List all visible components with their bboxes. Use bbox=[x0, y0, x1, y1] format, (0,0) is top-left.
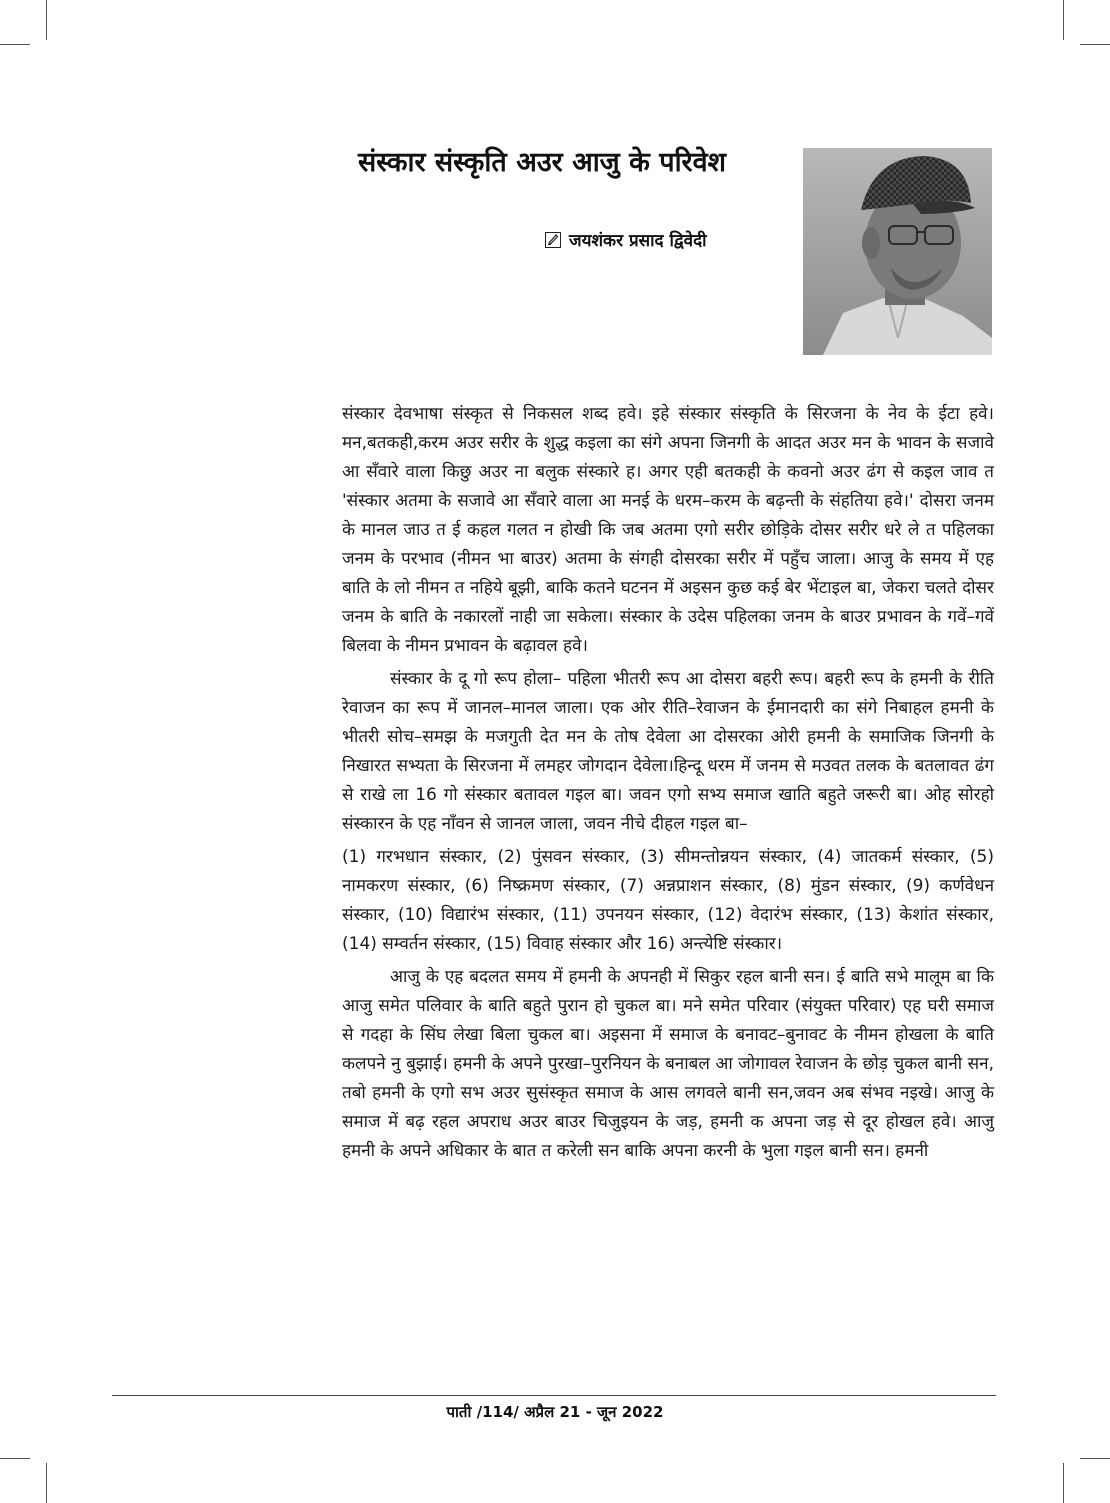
crop-mark bbox=[1063, 0, 1064, 40]
author-photo bbox=[803, 148, 992, 355]
footer-divider bbox=[112, 1395, 996, 1396]
paragraph: संस्कार के दू गो रूप होला– पहिला भीतरी रूप आ दोसरा बहरी रूप। बहरी रूप के हमनी के रीति रेवाजन का रूप में जानल–मानल जाला। एक ओर रीति–रेवाजन के ईमानदारी का संगे निबाहल हमनी के भीतरी सोच–समझ के मजगुती देत मन के तोष देवेला आ दोसरका ओरी हमनी के समाजिक जिनगी के निखारत सभ्यता के सिरजना में लमहर जोगदान देवेला।हिन्दू धरम में जनम से मउवत तलक के बतलावत ढंग से राखे ला 16 गो संस्कार बतावल गइल बा। जवन एगो सभ्य समाज खाति बहुते जरूरी बा। ओह सोरहो संस्कारन के एह नाँवन से जानल जाला, जवन नीचे दीहल गइल बा– bbox=[342, 669, 994, 834]
crop-mark bbox=[1080, 44, 1110, 45]
crop-mark bbox=[0, 44, 30, 45]
page-footer: पाती /114/ अप्रैल 21 - जून 2022 bbox=[446, 1403, 664, 1421]
crop-mark bbox=[1063, 1463, 1064, 1503]
pen-icon bbox=[545, 232, 561, 248]
crop-mark bbox=[46, 1463, 47, 1503]
paragraph: संस्कार देवभाषा संस्कृत से निकसल शब्द हवे। इहे संस्कार संस्कृति के सिरजना के नेव के ईटा हवे। मन,बतकही,करम अउर सरीर के शुद्ध कइला का संगे अपना जिनगी के आदत अउर मन के भावन के सजावे आ सँवारे वाला किछु अउर ना बलुक संस्कारे ह। अगर एही बतकही के कवनो अउर ढंग से कइल जाव त 'संस्कार अतमा के सजावे आ सँवारे वाला आ मनई के धरम–करम के बढ़न्ती के संहतिया हवे।' दोसरा जनम के मानल जाउ त ई कहल गलत न होखी कि जब अतमा एगो सरीर छोड़िके दोसर सरीर धरे ले त पहिलका जनम के परभाव (नीमन भा बाउर) अतमा के संगही दोसरका सरीर में पहुँच जाला। आजु के समय में एह बाति के लो नीमन त नहिये बूझी, बाकि कतने घटनन में अइसन कुछ कई बेर भेंटाइल बा, जेकरा चलते दोसर जनम के बाति के नकारलों नाही जा सकेला। संस्कार के उदेस पहिलका जनम के बाउर प्रभावन के गवें–गवें बिलवा के नीमन प्रभावन के बढ़ावल हवे। bbox=[342, 404, 994, 656]
crop-mark bbox=[46, 0, 47, 40]
author-byline bbox=[545, 228, 785, 251]
article-body bbox=[342, 400, 994, 1170]
paragraph: आजु के एह बदलत समय में हमनी के अपनही में सिकुर रहल बानी सन। ई बाति सभे मालूम बा कि आजु समेत पलिवार के बाति बहुते पुरान हो चुकल बा। मने समेत परिवार (संयुक्त परिवार) एह घरी समाज से गदहा के सिंघ लेखा बिला चुकल बा। अइसना में समाज के बनावट–बुनावट के नीमन होखला के बाति कलपने नु बुझाई। हमनी के अपने पुरखा–पुरनियन के बनाबल आ जोगावल रेवाजन के छोड़ चुकल बानी सन, तबो हमनी के एगो सभ अउर सुसंस्कृत समाज के आस लगवले बानी सन,जवन अब संभव नइखे। आजु के समाज में बढ़ रहल अपराध अउर बाउर चिजुइयन के जड़, हमनी क अपना जड़ से दूर होखल हवे। आजु हमनी के अपने अधिकार के बात त करेली सन बाकि अपना करनी के भुला गइल बानी सन। हमनी bbox=[342, 967, 994, 1161]
article-title: संस्कार संस्कृति अउर आजु के परिवेश bbox=[358, 147, 726, 178]
author-name: जयशंकर प्रसाद द्विवेदी bbox=[569, 231, 707, 251]
sanskar-list: (1) गरभधान संस्कार, (2) पुंसवन संस्कार, (3) सीमन्तोन्नयन संस्कार, (4) जातकर्म संस्कार, (5) नामकरण संस्कार, (6) निष्क्रमण संस्कार, (7) अन्नप्राशन संस्कार, (8) मुंडन संस्कार, (9) कर्णवेधन संस्कार, (10) विद्यारंभ संस्कार, (11) उपनयन संस्कार, (12) वेदारंभ संस्कार, (13) केशांत संस्कार, (14) सम्वर्तन संस्कार, (15) विवाह संस्कार और 16) अन्त्येष्टि संस्कार। bbox=[342, 847, 994, 954]
crop-mark bbox=[1080, 1458, 1110, 1459]
crop-mark bbox=[0, 1458, 30, 1459]
